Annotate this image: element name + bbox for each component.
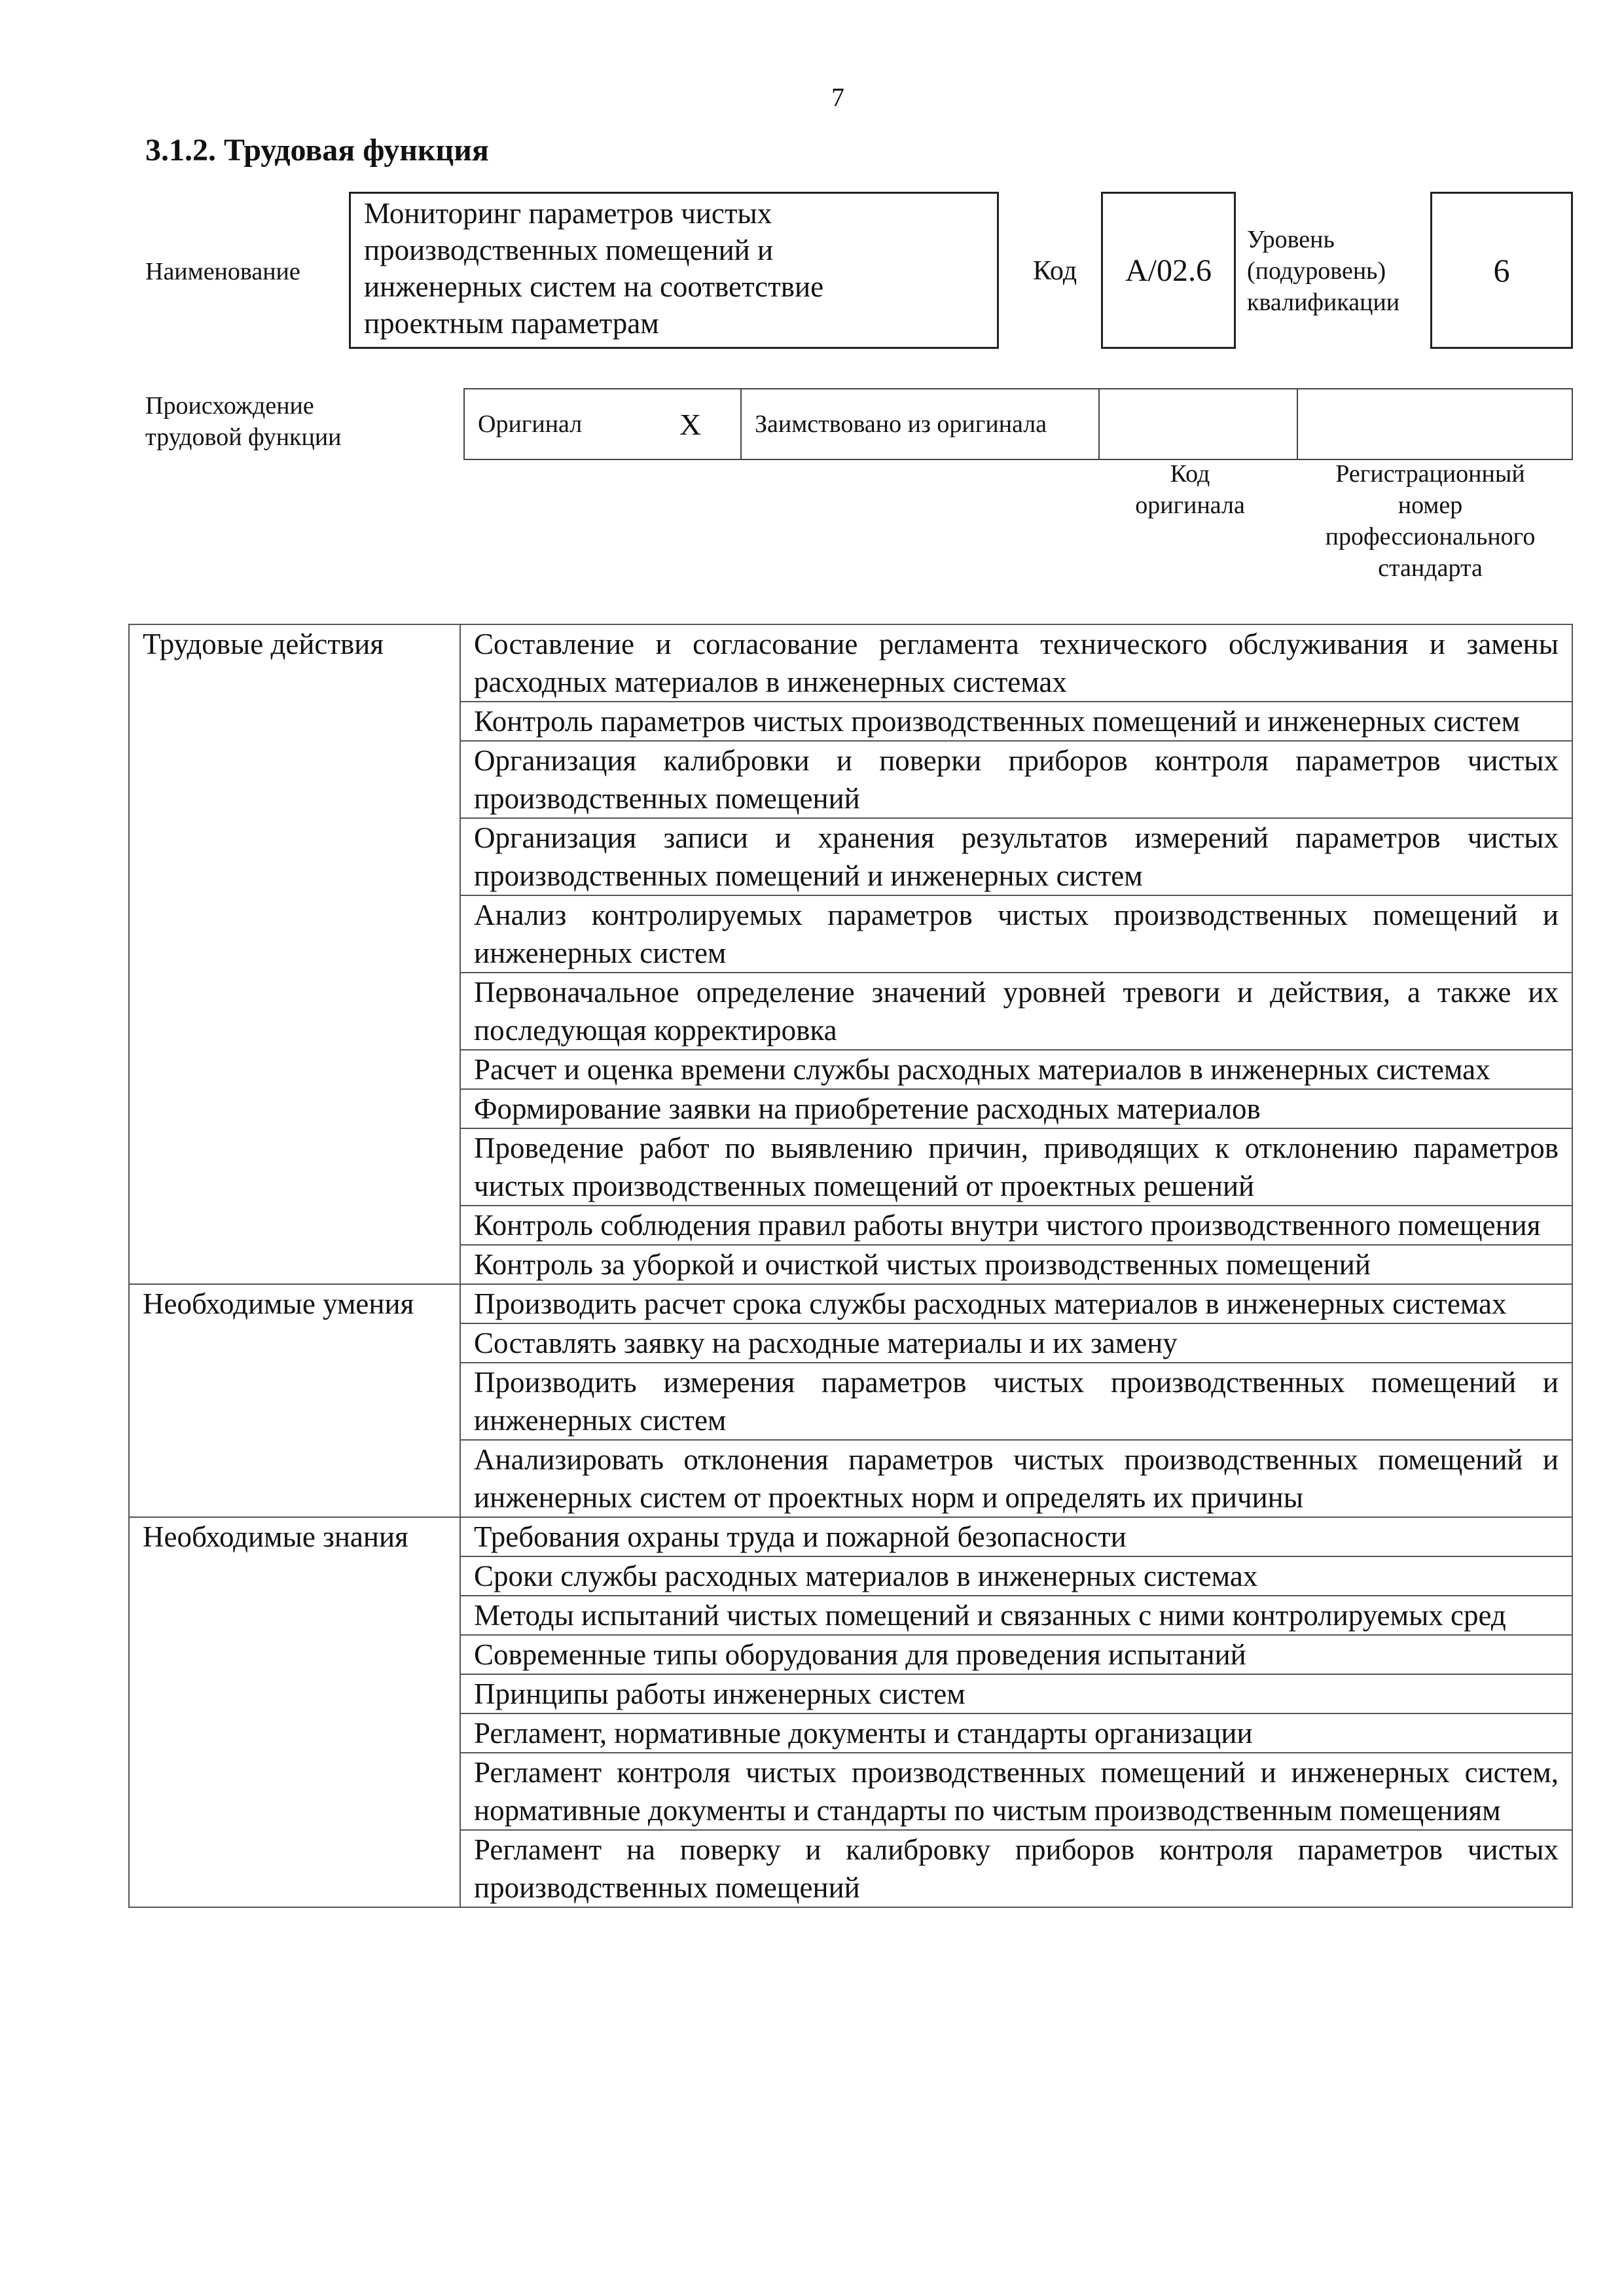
table-cell: Контроль параметров чистых производственных помещений и инженерных систем <box>460 702 1572 741</box>
reg-number-cell <box>1298 389 1572 459</box>
function-name-line: Мониторинг параметров чистых <box>364 197 772 230</box>
caption-line: профессионального <box>1325 523 1536 550</box>
code-box <box>1101 192 1236 349</box>
table-cell: Сроки службы расходных материалов в инженерных системах <box>460 1556 1572 1596</box>
table-cell: Требования охраны труда и пожарной безопасности <box>460 1517 1572 1556</box>
function-name-box <box>349 192 999 349</box>
table-cell: Проведение работ по выявлению причин, приводящих к отклонению параметров чистых производственных помещений от проектных решений <box>460 1128 1572 1206</box>
table-cell: Анализировать отклонения параметров чистых производственных помещений и инженерных систем от проектных норм и определять их причины <box>460 1440 1572 1517</box>
original-code-cell <box>1100 389 1298 459</box>
name-label: Наименование <box>145 258 300 285</box>
origin-row <box>463 388 1573 460</box>
table-cell: Организация записи и хранения результатов измерений параметров чистых производственных помещений и инженерных систем <box>460 818 1572 895</box>
code-value: A/02.6 <box>1125 253 1212 288</box>
section-title-cell: Необходимые умения <box>129 1284 460 1517</box>
origin-label <box>145 390 342 453</box>
section-title-cell: Трудовые действия <box>129 624 460 1284</box>
table-cell: Производить расчет срока службы расходных материалов в инженерных системах <box>460 1284 1572 1323</box>
table-row <box>129 1517 1572 1556</box>
origin-label-line: Происхождение <box>145 392 314 420</box>
borrowed-label: Заимствовано из оригинала <box>755 410 1047 438</box>
table-cell: Контроль соблюдения правил работы внутри чистого производственного помещения <box>460 1206 1572 1245</box>
caption-line: Код <box>1170 460 1210 488</box>
table-cell: Первоначальное определение значений уровней тревоги и действия, а также их последующая корректировка <box>460 973 1572 1050</box>
original-mark: X <box>679 407 702 441</box>
level-label <box>1247 224 1399 318</box>
level-value: 6 <box>1493 252 1510 289</box>
table-cell: Регламент контроля чистых производственных помещений и инженерных систем, нормативные документы и стандарты по чистым производственным помещениям <box>460 1753 1572 1830</box>
borrowed-cell <box>742 389 1100 459</box>
table-cell: Принципы работы инженерных систем <box>460 1674 1572 1713</box>
origin-label-line: трудовой функции <box>145 423 342 451</box>
table-cell: Регламент на поверку и калибровку приборов контроля параметров чистых производственных помещений <box>460 1830 1572 1907</box>
table-cell: Регламент, нормативные документы и стандарты организации <box>460 1713 1572 1753</box>
function-name-line: проектным параметрам <box>364 307 659 340</box>
page-number: 7 <box>831 82 844 112</box>
function-name-line: инженерных систем на соответствие <box>364 270 824 303</box>
level-label-line: (подуровень) <box>1247 257 1386 285</box>
table-cell: Формирование заявки на приобретение расходных материалов <box>460 1089 1572 1128</box>
table-cell: Производить измерения параметров чистых производственных помещений и инженерных систем <box>460 1363 1572 1440</box>
function-name-line: производственных помещений и <box>364 234 774 266</box>
section-title: 3.1.2. Трудовая функция <box>145 133 489 168</box>
level-label-line: квалификации <box>1247 289 1400 316</box>
table-cell: Составлять заявку на расходные материалы и их замену <box>460 1323 1572 1363</box>
table-cell: Организация калибровки и поверки приборов контроля параметров чистых производственных помещений <box>460 741 1572 818</box>
caption-line: номер <box>1398 492 1463 519</box>
caption-line: оригинала <box>1135 492 1245 519</box>
code-label: Код <box>1033 256 1077 286</box>
table-cell: Расчет и оценка времени службы расходных материалов в инженерных системах <box>460 1050 1572 1089</box>
section-title-cell: Необходимые знания <box>129 1517 460 1907</box>
original-label: Оригинал <box>478 410 583 438</box>
caption-reg-number <box>1293 458 1568 584</box>
table-cell: Контроль за уборкой и очисткой чистых производственных помещений <box>460 1245 1572 1284</box>
table-cell: Современные типы оборудования для проведения испытаний <box>460 1635 1572 1674</box>
original-cell <box>465 389 742 459</box>
caption-line: стандарта <box>1378 554 1483 582</box>
table-cell: Анализ контролируемых параметров чистых производственных помещений и инженерных систем <box>460 895 1572 973</box>
table-cell: Составление и согласование регламента технического обслуживания и замены расходных материалов в инженерных системах <box>460 624 1572 702</box>
table-row <box>129 1284 1572 1323</box>
table-cell: Методы испытаний чистых помещений и связанных с ними контролируемых сред <box>460 1596 1572 1635</box>
caption-original-code <box>1092 458 1288 521</box>
level-label-line: Уровень <box>1247 226 1335 253</box>
level-box <box>1430 192 1573 349</box>
labor-function-table <box>128 624 1573 1908</box>
caption-line: Регистрационный <box>1335 460 1525 488</box>
table-row <box>129 624 1572 702</box>
